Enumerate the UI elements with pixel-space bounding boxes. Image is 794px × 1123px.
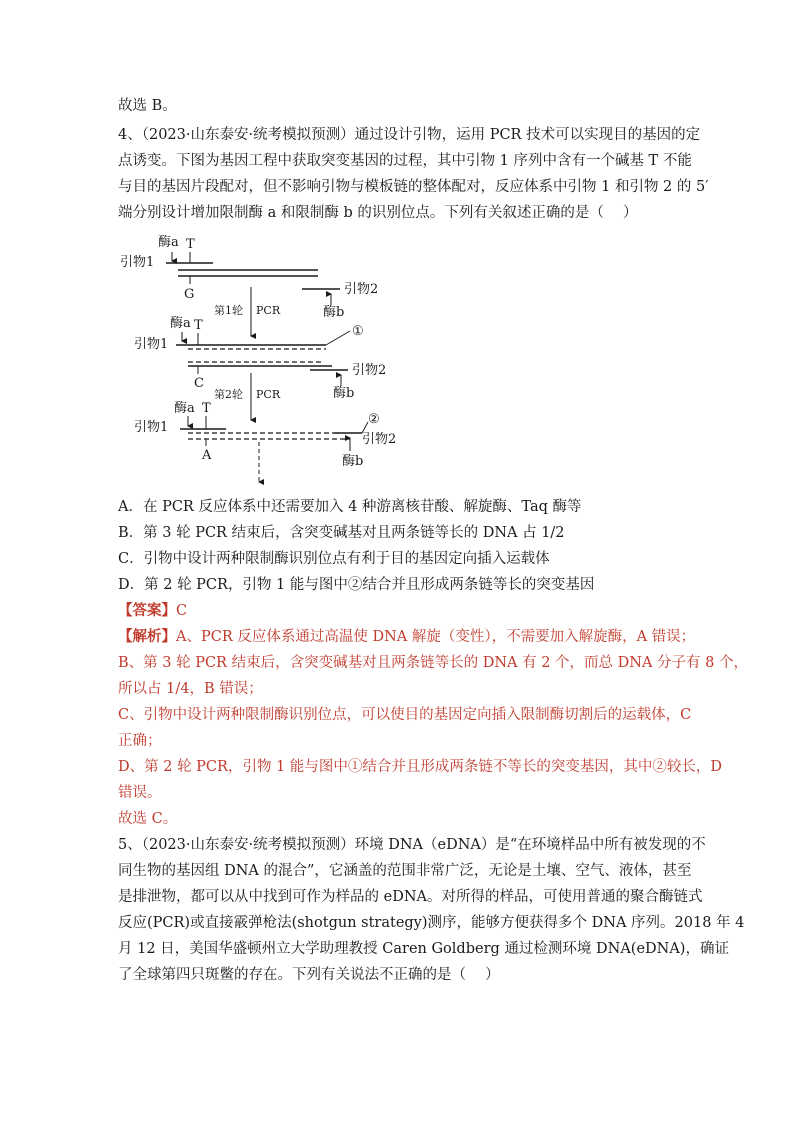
prev-answer-line: 故选 B。 xyxy=(118,98,177,114)
circle1-label: ① xyxy=(352,324,364,339)
circle2-label: ② xyxy=(368,412,380,427)
analysis-tag: 【解析】 xyxy=(118,628,176,645)
primer1-label: 引物1 xyxy=(134,337,169,352)
enzyme-a-label: 酶a xyxy=(170,316,191,331)
option-b: B．第 3 轮 PCR 结束后，含突变碱基对且两条链等长的 DNA 占 1/2 xyxy=(118,525,565,541)
primer2-label: 引物2 xyxy=(352,363,387,378)
base-c-label: C xyxy=(194,376,204,391)
q4-stem-line: 端分别设计增加限制酶 a 和限制酶 b 的识别位点。下列有关叙述正确的是（ ） xyxy=(118,205,638,221)
enzyme-a-label: 酶a xyxy=(174,401,195,416)
base-g-label: G xyxy=(184,287,195,302)
round1-pcr-label: PCR xyxy=(256,304,281,317)
answer-line xyxy=(118,601,187,621)
answer-value: C xyxy=(176,603,188,619)
q5-stem-line: 5、（2023·山东泰安·统考模拟预测）环境 DNA（eDNA）是“在环境样品中所有被发现的不 xyxy=(118,837,706,853)
primer1-label: 引物1 xyxy=(134,420,169,435)
enzyme-a-label: 酶a xyxy=(158,235,179,250)
q5-stem-line: 反应(PCR)或直接霰弹枪法(shotgun strategy)测序，能够方便获得多个 DNA 序列。2018 年 4 xyxy=(118,915,745,931)
base-a-label: A xyxy=(202,448,212,463)
base-t-label: T xyxy=(186,237,195,252)
analysis-line: D、第 2 轮 PCR，引物 1 能与图中①结合并且形成两条链不等长的突变基因，其中②较长，D xyxy=(118,759,723,775)
q5-stem-line: 了全球第四只斑鳖的存在。下列有关说法不正确的是（ ） xyxy=(118,967,500,983)
q5-stem-line: 月 12 日，美国华盛顿州立大学助理教授 Caren Goldberg 通过检测环境 DNA(eDNA)，确证 xyxy=(118,941,729,957)
analysis-line: 所以占 1/4，B 错误； xyxy=(118,681,263,697)
enzyme-b-label: 酶b xyxy=(342,454,364,469)
primer2-label: 引物2 xyxy=(362,432,397,447)
option-d: D．第 2 轮 PCR，引物 1 能与图中②结合并且形成两条链等长的突变基因 xyxy=(118,577,595,593)
enzyme-b-label: 酶b xyxy=(323,305,345,320)
analysis-line: 正确； xyxy=(118,733,162,749)
option-c: C．引物中设计两种限制酶识别位点有利于目的基因定向插入运载体 xyxy=(118,551,550,567)
analysis-line: 错误。 xyxy=(118,785,162,801)
base-t-label: T xyxy=(202,401,211,416)
q4-stem-line: 点诱变。下图为基因工程中获取突变基因的过程，其中引物 1 序列中含有一个碱基 T 不能 xyxy=(118,153,692,169)
analysis-text: A、PCR 反应体系通过高温使 DNA 解旋（变性），不需要加入解旋酶，A 错误； xyxy=(176,629,696,645)
base-t-label: T xyxy=(194,318,203,333)
round1-label: 第1轮 xyxy=(214,304,243,317)
conclusion-line: 故选 C。 xyxy=(118,811,178,827)
option-a: A．在 PCR 反应体系中还需要加入 4 种游离核苷酸、解旋酶、Taq 酶等 xyxy=(118,499,582,515)
primer1-label: 引物1 xyxy=(120,255,155,270)
analysis-line: B、第 3 轮 PCR 结束后，含突变碱基对且两条链等长的 DNA 有 2 个，而总 DNA 分子有 8 个， xyxy=(118,655,748,671)
q4-stem-line: 与目的基因片段配对，但不影响引物与模板链的整体配对，反应体系中引物 1 和引物 2 的 5′ xyxy=(118,179,709,195)
circle1-leader xyxy=(326,331,350,345)
q5-stem-line: 是排泄物，都可以从中找到可作为样品的 eDNA。对所得的样品，可使用普通的聚合酶链式 xyxy=(118,889,703,905)
enzyme-b-label: 酶b xyxy=(333,386,355,401)
pcr-mutagenesis-diagram xyxy=(118,232,428,490)
analysis-line xyxy=(118,627,695,647)
primer2-label: 引物2 xyxy=(344,282,379,297)
analysis-line: C、引物中设计两种限制酶识别位点，可以使目的基因定向插入限制酶切割后的运载体，C xyxy=(118,707,692,723)
q5-stem-line: 同生物的基因组 DNA 的混合”，它涵盖的范围非常广泛，无论是土壤、空气、液体，甚至 xyxy=(118,863,692,879)
answer-tag: 【答案】 xyxy=(118,602,176,619)
round2-label: 第2轮 xyxy=(214,388,243,401)
round2-pcr-label: PCR xyxy=(256,388,281,401)
q4-stem-line: 4、（2023·山东泰安·统考模拟预测）通过设计引物，运用 PCR 技术可以实现目的基因的定 xyxy=(118,127,701,143)
